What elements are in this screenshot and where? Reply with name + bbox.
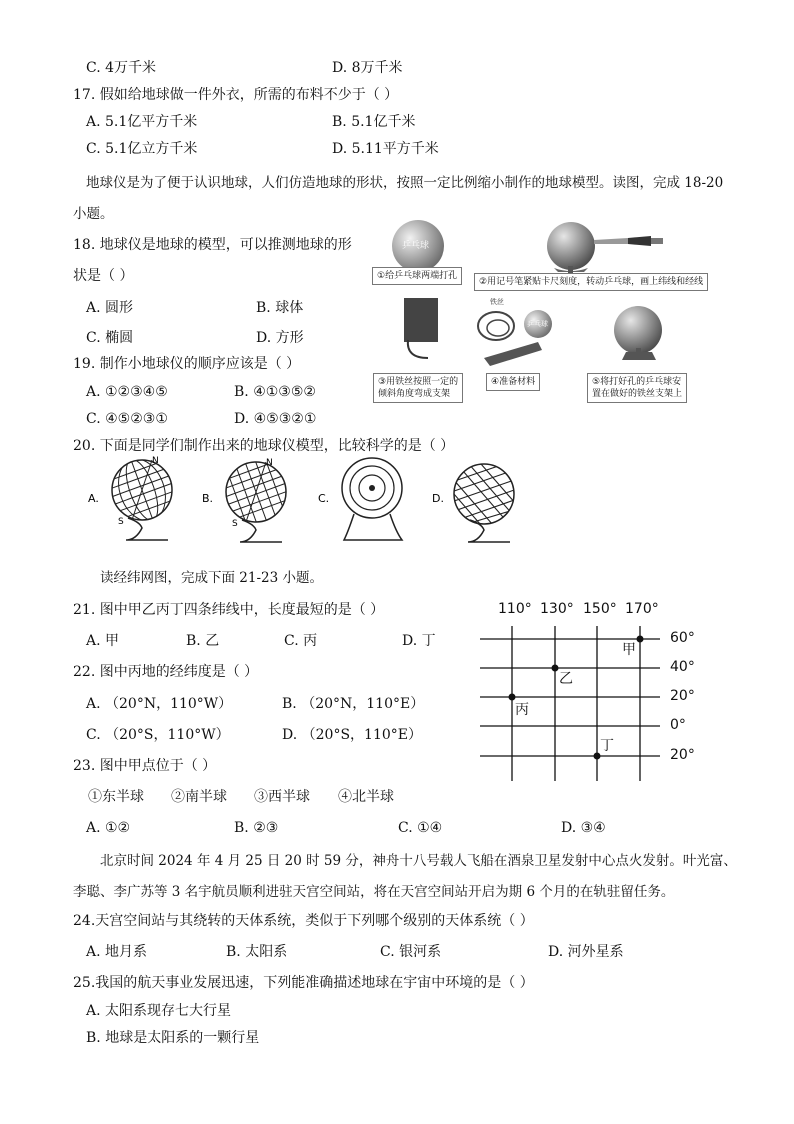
q20-a-south: S <box>118 517 124 527</box>
wire-label: 铁丝 <box>490 298 504 306</box>
q17-option-c: C. 5.1亿立方千米 <box>86 141 198 157</box>
step-5-caption <box>587 373 687 403</box>
q21-option-b: B. 乙 <box>186 633 220 649</box>
q24-option-c: C. 银河系 <box>380 944 442 960</box>
q21-option-d: D. 丁 <box>402 633 436 649</box>
lat-label-0: 0° <box>670 717 686 733</box>
q22-option-d: D. （20°S，110°E） <box>282 727 422 743</box>
q20-label-b: B. <box>202 492 214 505</box>
q19-option-b: B. ④①③⑤② <box>234 384 316 400</box>
q20-b-north: N <box>266 458 273 468</box>
q23-option-b: B. ②③ <box>234 820 279 836</box>
q25-option-a: A. 太阳系现存七大行星 <box>86 1003 232 1019</box>
step-3-caption-line2: 倾斜角度弯成支架 <box>378 389 451 399</box>
ball-label-2: 乒乓球 <box>527 320 548 328</box>
lat-lon-grid-figure <box>470 596 710 786</box>
q18-option-a: A. 圆形 <box>86 300 134 316</box>
lat-label-20n: 20° <box>670 688 695 704</box>
q24-option-b: B. 太阳系 <box>226 944 288 960</box>
lat-label-40: 40° <box>670 659 695 675</box>
step-4-caption: ④准备材料 <box>486 373 540 391</box>
q21-option-a: A. 甲 <box>86 633 120 649</box>
q18-option-d: D. 方形 <box>256 330 304 346</box>
q18-option-c: C. 椭圆 <box>86 330 134 346</box>
q23-item-4: ④北半球 <box>338 789 394 805</box>
intro-18-20-line1: 地球仪是为了便于认识地球，人们仿造地球的形状，按照一定比例缩小制作的地球模型。读图，完成 18-20 <box>86 175 724 191</box>
q20-label-a: A. <box>88 492 99 505</box>
label-yi: 乙 <box>559 671 573 687</box>
step-3-caption <box>373 373 463 403</box>
step-2-caption: ②用记号笔紧贴卡尺刻度，转动乒乓球，画上纬线和经线 <box>474 273 708 291</box>
lat-label-60: 60° <box>670 630 695 646</box>
q22-option-b: B. （20°N，110°E） <box>282 696 425 712</box>
step-5-caption-line2: 置在做好的铁丝支架上 <box>592 389 683 399</box>
q16-option-c: C. 4万千米 <box>86 60 157 76</box>
q23-option-d: D. ③④ <box>561 820 606 836</box>
q25-stem: 25.我国的航天事业发展迅速，下列能准确描述地球在宇宙中环境的是（ ） <box>73 975 534 991</box>
q17-option-a: A. 5.1亿平方千米 <box>86 114 198 130</box>
label-bing: 丙 <box>515 702 529 718</box>
q23-stem: 23. 图中甲点位于（ ） <box>73 758 217 774</box>
q20-label-c: C. <box>318 492 330 505</box>
step-3-caption-line1: ③用铁丝按照一定的 <box>378 377 459 387</box>
q24-option-a: A. 地月系 <box>86 944 148 960</box>
q18-stem-line1: 18. 地球仪是地球的模型，可以推测地球的形 <box>73 237 352 253</box>
q17-option-d: D. 5.11平方千米 <box>332 141 439 157</box>
q23-item-2: ②南半球 <box>171 789 227 805</box>
q19-option-c: C. ④⑤②③① <box>86 411 168 427</box>
q20-label-d: D. <box>432 492 444 505</box>
step-5-caption-line1: ⑤将打好孔的乒乓球安 <box>592 377 682 387</box>
q18-stem-line2: 状是（ ） <box>73 268 134 284</box>
q23-option-c: C. ①④ <box>398 820 443 836</box>
lon-label-170: 170° <box>625 601 659 617</box>
q19-option-d: D. ④⑤③②① <box>234 411 317 427</box>
q20-a-north: N <box>152 456 159 466</box>
q19-stem: 19. 制作小地球仪的顺序应该是（ ） <box>73 356 301 372</box>
q16-option-d: D. 8万千米 <box>332 60 403 76</box>
q23-option-a: A. ①② <box>86 820 131 836</box>
q21-stem: 21. 图中甲乙丙丁四条纬线中，长度最短的是（ ） <box>73 602 385 618</box>
q22-option-c: C. （20°S，110°W） <box>86 727 230 743</box>
lon-label-110: 110° <box>498 601 532 617</box>
q17-stem: 17. 假如给地球做一件外衣，所需的布料不少于（ ） <box>73 87 399 103</box>
q20-b-south: S <box>232 519 238 529</box>
label-jia: 甲 <box>622 642 636 658</box>
step-1-caption: ①给乒乓球两端打孔 <box>372 267 462 285</box>
intro-21-23: 读经纬网图，完成下面 21-23 小题。 <box>100 570 324 586</box>
q23-item-3: ③西半球 <box>254 789 310 805</box>
intro-18-20-line2: 小题。 <box>73 206 114 222</box>
q24-stem: 24.天宫空间站与其绕转的天体系统，类似于下列哪个级别的天体系统（ ） <box>73 913 534 929</box>
q22-stem: 22. 图中丙地的经纬度是（ ） <box>73 664 259 680</box>
q20-stem: 20. 下面是同学们制作出来的地球仪模型，比较科学的是（ ） <box>73 438 455 454</box>
point-jia <box>637 636 644 643</box>
q18-option-b: B. 球体 <box>256 300 304 316</box>
intro-24-25-line2: 李聪、李广苏等 3 名宇航员顺利进驻天宫空间站，将在天宫空间站开启为期 6 个月的在轨驻留任务。 <box>73 884 675 900</box>
q17-option-b: B. 5.1亿千米 <box>332 114 416 130</box>
q19-option-a: A. ①②③④⑤ <box>86 384 168 400</box>
q22-option-a: A. （20°N，110°W） <box>86 696 233 712</box>
q21-option-c: C. 丙 <box>284 633 318 649</box>
label-ding: 丁 <box>600 738 614 754</box>
q25-option-b: B. 地球是太阳系的一颗行星 <box>86 1030 260 1046</box>
q20-globe-models-figure <box>80 456 540 546</box>
lon-label-150: 150° <box>583 601 617 617</box>
lat-label-20s: 20° <box>670 747 695 763</box>
ball-label: 乒乓球 <box>402 241 430 251</box>
q24-option-d: D. 河外星系 <box>548 944 624 960</box>
q23-item-1: ①东半球 <box>88 789 144 805</box>
point-yi <box>552 665 559 672</box>
intro-24-25-line1: 北京时间 2024 年 4 月 25 日 20 时 59 分，神舟十八号载人飞船在酒泉卫星发射中心点火发射。叶光富、 <box>100 853 737 869</box>
lon-label-130: 130° <box>540 601 574 617</box>
